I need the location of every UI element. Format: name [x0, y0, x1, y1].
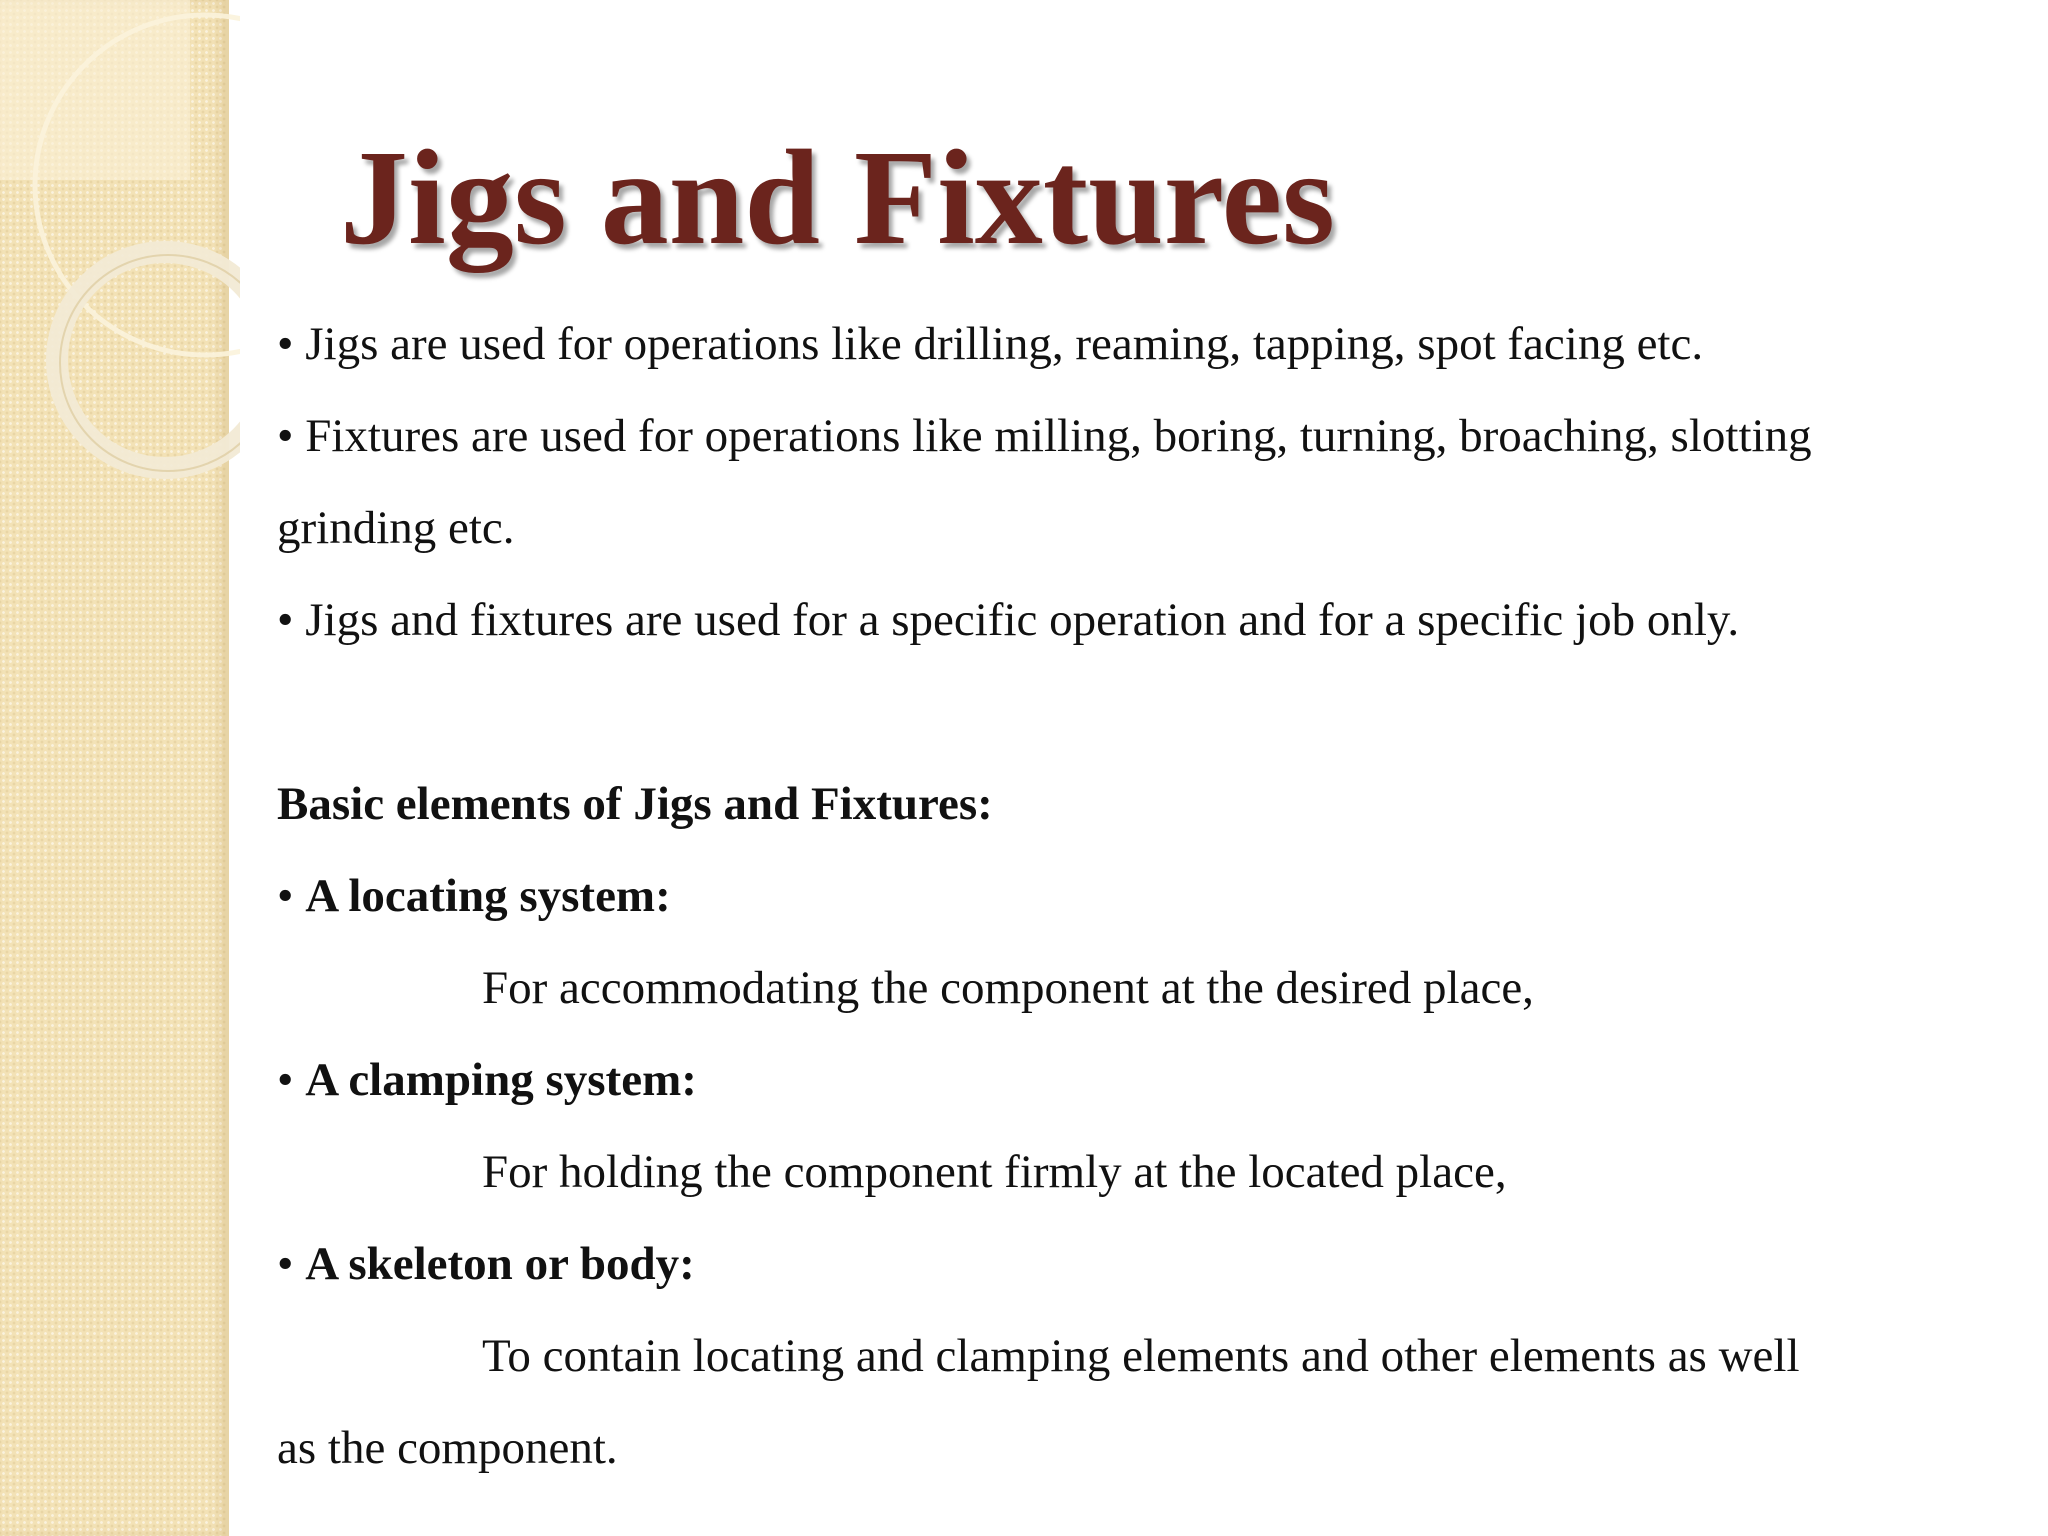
elements-heading: Basic elements of Jigs and Fixtures:: [277, 778, 993, 830]
paragraph-spacer: [277, 666, 1977, 758]
element-skeleton-body: [277, 1218, 1977, 1310]
element-clamping-system: [277, 1034, 1977, 1126]
intro-bullet-fixtures-continuation: grinding etc.: [277, 502, 515, 554]
bullet-marker: •: [277, 594, 294, 646]
slide-title: Jigs and Fixtures: [340, 123, 1335, 273]
bullet-marker: •: [277, 1054, 294, 1106]
bullet-text: Jigs are used for operations like drilling, reaming, tapping, spot facing etc.: [305, 318, 1704, 370]
decorative-small-ring: [57, 252, 240, 468]
element-locating-description: For accommodating the component at the desired place,: [482, 962, 1534, 1014]
intro-bullet-fixtures: [277, 390, 1977, 482]
bullet-text: Fixtures are used for operations like milling, boring, turning, broaching, slotting: [305, 410, 1812, 462]
element-name: A clamping system:: [305, 1054, 697, 1106]
element-skeleton-continuation: as the component.: [277, 1422, 618, 1474]
element-name: A locating system:: [305, 870, 671, 922]
element-skeleton-description: To contain locating and clamping elements and other elements as well: [482, 1330, 1800, 1382]
element-clamping-description: For holding the component firmly at the located place,: [482, 1146, 1507, 1198]
intro-bullet-specific-job: [277, 574, 1977, 666]
intro-bullet-jigs: [277, 298, 1977, 390]
element-locating-system: [277, 850, 1977, 942]
bullet-marker: •: [277, 410, 294, 462]
element-name: A skeleton or body:: [305, 1238, 695, 1290]
decorative-rings: [0, 0, 240, 500]
slide-body: [277, 298, 1977, 1494]
bullet-marker: •: [277, 870, 294, 922]
bullet-text: Jigs and fixtures are used for a specific operation and for a specific job only.: [305, 594, 1740, 646]
bullet-marker: •: [277, 1238, 294, 1290]
bullet-marker: •: [277, 318, 294, 370]
